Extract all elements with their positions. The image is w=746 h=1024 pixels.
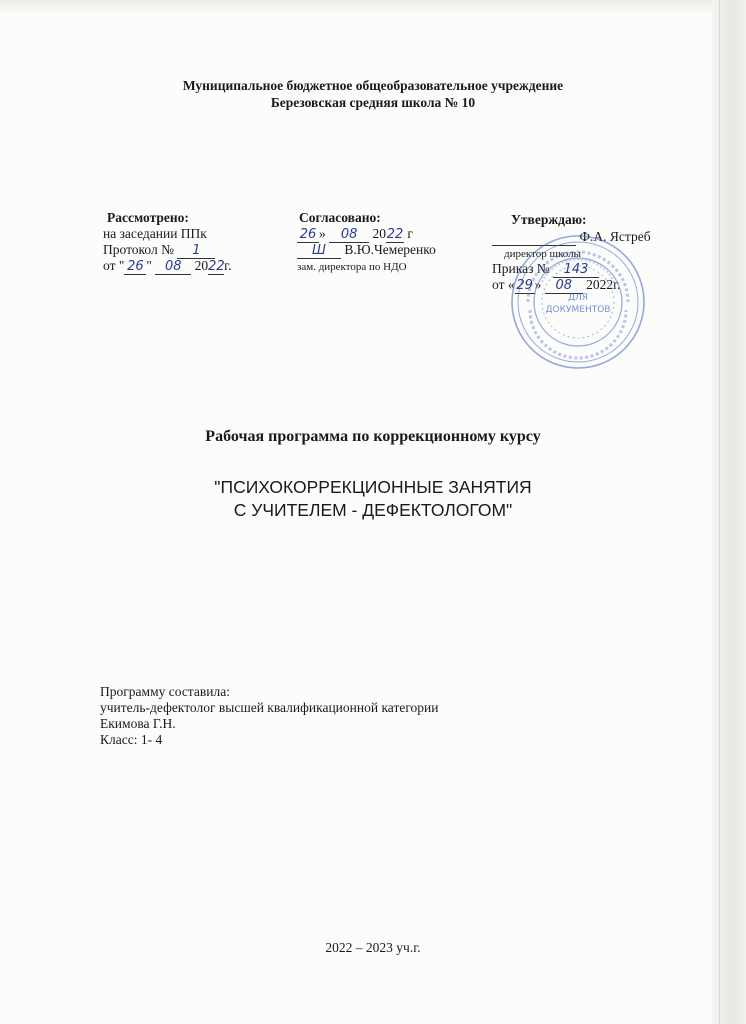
reviewed-date: от " 26 " 08 2022г. xyxy=(103,258,232,274)
stamp-text-line2: ДОКУМЕНТОВ xyxy=(545,305,611,315)
official-stamp xyxy=(508,232,648,372)
approved-day: 29 xyxy=(516,278,533,293)
course-title-line2: С УЧИТЕЛЕМ - ДЕФЕКТОЛОГОМ" xyxy=(233,500,513,520)
agreed-date: 26 » 08 2022 г xyxy=(297,226,413,243)
reviewed-protocol xyxy=(103,242,215,259)
approved-title: Утверждаю: xyxy=(511,212,587,227)
agreed-day: 26 xyxy=(299,227,317,242)
agreed-name: В.Ю.Чемеренко xyxy=(344,242,436,257)
program-title: Рабочая программа по коррекционному курсу xyxy=(205,428,541,445)
org-name-line2: Березовская средняя школа № 10 xyxy=(270,95,476,110)
stamp-text-line1: ДЛЯ xyxy=(567,293,589,303)
compiler-name: Екимова Г.Н. xyxy=(100,716,176,731)
approved-month: 08 xyxy=(555,278,572,293)
org-name-line1: Муниципальное бюджетное общеобразовательное учреждение xyxy=(182,78,564,93)
approved-position: директор школы xyxy=(504,248,581,260)
reviewed-title: Рассмотрено: xyxy=(107,210,189,225)
protocol-label: Протокол № xyxy=(103,242,174,257)
approved-order: Приказ № 143 xyxy=(492,261,599,278)
agreed-month: 08 xyxy=(340,227,358,242)
reviewed-meeting: на заседании ППк xyxy=(103,226,207,241)
agreed-year: 22 xyxy=(386,227,404,242)
protocol-number: 1 xyxy=(192,243,201,258)
reviewed-year: 22 xyxy=(208,259,225,274)
class-range: Класс: 1- 4 xyxy=(100,732,163,747)
agreed-title: Согласовано: xyxy=(299,210,381,225)
agreed-signature: Ш xyxy=(312,243,326,258)
approved-order-number: 143 xyxy=(563,262,589,277)
approved-date: от « 29 » 08 2022г. xyxy=(492,277,621,293)
agreed-signature-line xyxy=(297,242,436,259)
agreed-position: зам. директора по НДО xyxy=(297,261,407,273)
compiler-position: учитель-дефектолог высшей квалификационной категории xyxy=(100,700,439,715)
course-title-line1: "ПСИХОКОРРЕКЦИОННЫЕ ЗАНЯТИЯ xyxy=(214,477,532,497)
approved-name: Ф.А. Ястреб xyxy=(579,229,651,244)
reviewed-month: 08 xyxy=(164,259,182,274)
compiler-label: Программу составила: xyxy=(100,684,230,699)
academic-year: 2022 – 2023 уч.г. xyxy=(325,940,421,955)
reviewed-day: 26 xyxy=(127,259,144,274)
scan-edge-top xyxy=(0,0,746,14)
